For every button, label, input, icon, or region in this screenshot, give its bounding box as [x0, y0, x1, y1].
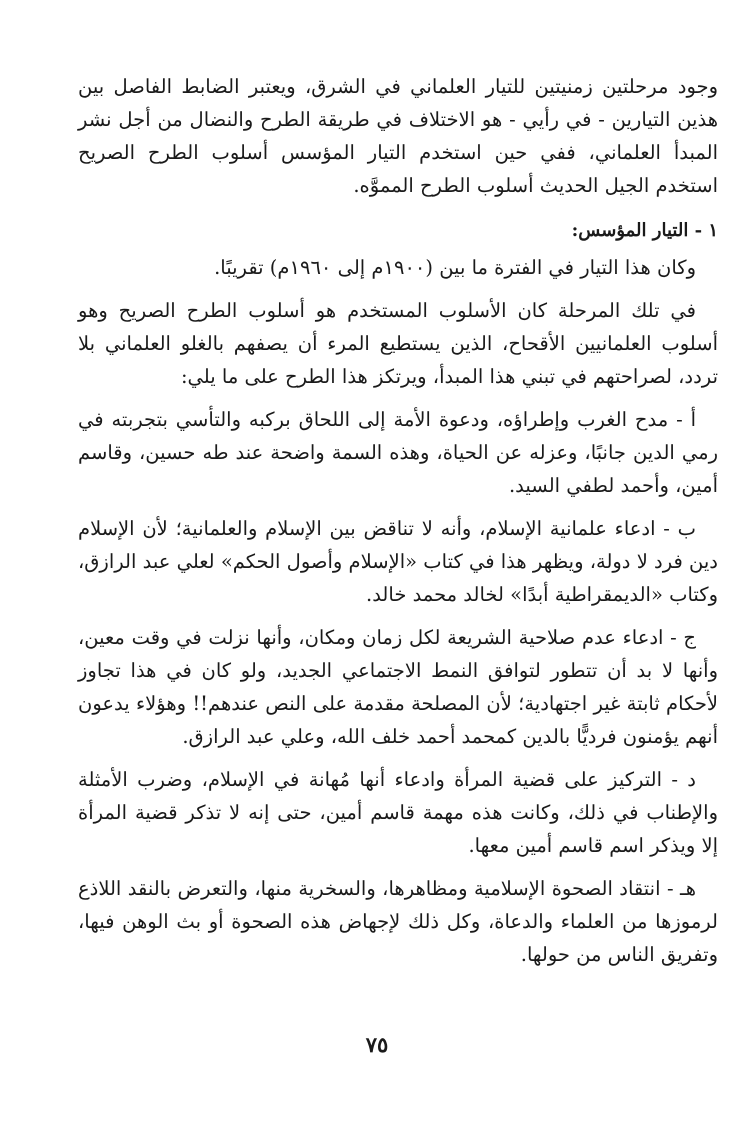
page-body: [78, 70, 718, 971]
section-heading: ١ - التيار المؤسس:: [571, 220, 718, 241]
list-item-h: هـ - انتقاد الصحوة الإسلامية ومظاهرها، والسخرية منها، والتعرض بالنقد اللاذع لرموزها من العلماء والدعاة، وكل ذلك لإجهاض هذه الصحوة أو بث الوهن فيها، وتفريق الناس من حولها.: [78, 877, 718, 966]
page-number: ٧٥: [365, 1032, 389, 1057]
list-item-c: ج - ادعاء عدم صلاحية الشريعة لكل زمان ومكان، وأنها نزلت في وقت معين، وأنها لا بد أن تتطور لتوافق النمط الاجتماعي الجديد، ولو كان في هذا تجاوز لأحكام ثابتة غير اجتهادية؛ لأن المصلحة مقدمة على النص عندهم!! وهؤلاء يدعون أنهم يؤمنون فرديًّا بالدين كمحمد أحمد خلف الله، وعلي عبد الرازق.: [78, 626, 718, 748]
list-item-d: د - التركيز على قضية المرأة وادعاء أنها مُهانة في الإسلام، وضرب الأمثلة والإطناب في ذلك، وكانت هذه مهمة قاسم أمين، حتى إنه لا تذكر قضية المرأة إلا ويذكر اسم قاسم أمين معها.: [78, 768, 718, 857]
list-item-a: أ - مدح الغرب وإطراؤه، ودعوة الأمة إلى اللحاق بركبه والتأسي بتجربته في رمي الدين جانبًا، وعزله عن الحياة، وهذه السمة واضحة عند طه حسين، وقاسم أمين، وأحمد لطفي السيد.: [78, 408, 718, 497]
list-item-b: ب - ادعاء علمانية الإسلام، وأنه لا تناقض بين الإسلام والعلمانية؛ لأن الإسلام دين فرد لا دولة، ويظهر هذا في كتاب «الإسلام وأصول الحكم» لعلي عبد الرازق، وكتاب «الديمقراطية أبدًا» لخالد محمد خالد.: [78, 517, 718, 606]
paragraph-period: وكان هذا التيار في الفترة ما بين (١٩٠٠م إلى ١٩٦٠م) تقريبًا.: [214, 256, 696, 279]
paragraph-style: في تلك المرحلة كان الأسلوب المستخدم هو أسلوب الطرح الصريح وهو أسلوب العلمانيين الأقحاح، الذين يستطيع المرء أن يصفهم بالغلو العلماني بلا تردد، لصراحتهم في تبني هذا المبدأ، ويرتكز هذا الطرح على ما يلي:: [78, 299, 718, 388]
paragraph-intro: وجود مرحلتين زمنيتين للتيار العلماني في الشرق، ويعتبر الضابط الفاصل بين هذين التيارين - في رأيي - هو الاختلاف في طريقة الطرح والنضال من أجل نشر المبدأ العلماني، ففي حين استخدم التيار المؤسس أسلوب الطرح الصريح استخدم الجيل الحديث أسلوب الطرح المموَّه.: [78, 75, 718, 197]
